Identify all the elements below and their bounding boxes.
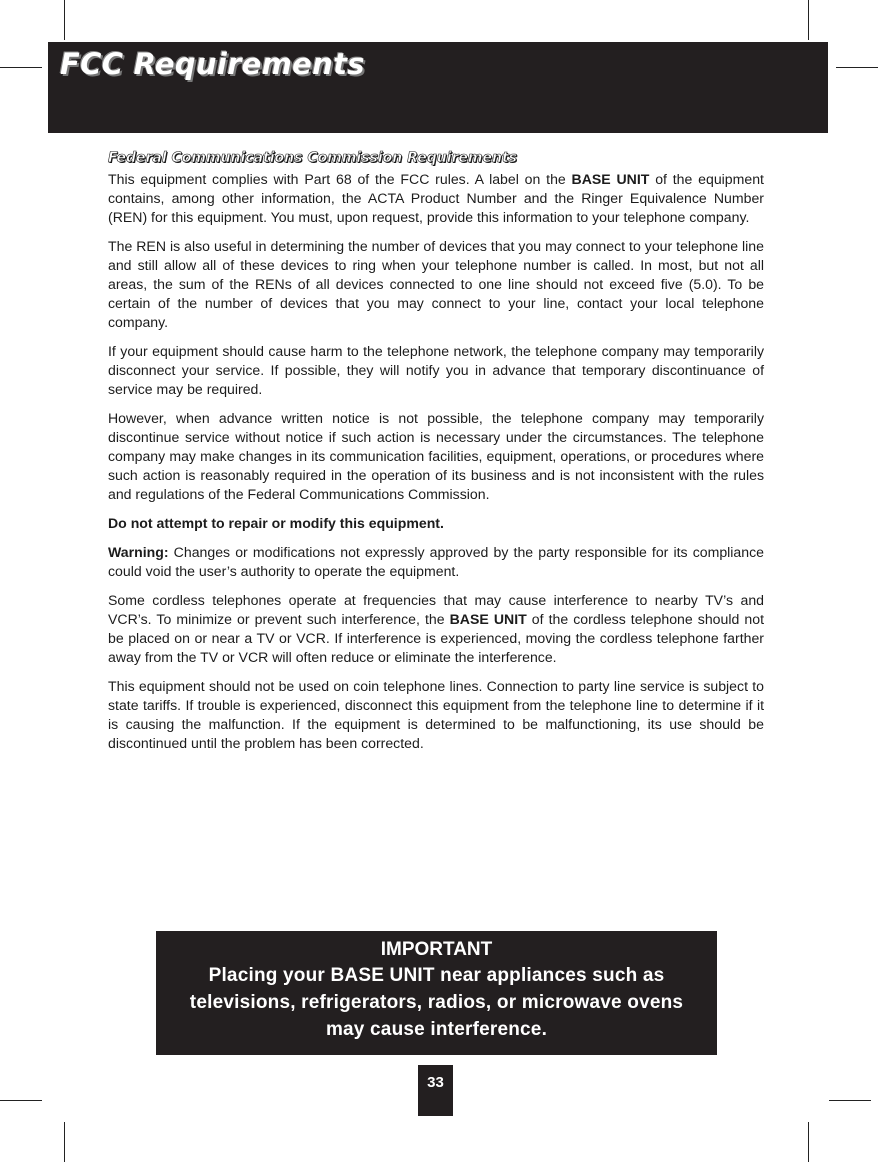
crop-mark-right-top (836, 67, 878, 68)
paragraph-part-68 (108, 170, 764, 227)
paragraph-coin-lines: This equipment should not be used on coin telephone lines. Connection to party line service is subject to state tariffs. If trouble is experienced, disconnect this equipment from the telephone line to determine if it is causing the malfunction. If the equipment is determined to be malfunctioning, its use should be discontinued until the problem has been corrected. (108, 678, 764, 751)
paragraph-ren: The REN is also useful in determining the number of devices that you may connect to your telephone line and still allow all of these devices to ring when your telephone number is called. In most, but not all areas, the sum of the RENs of all devices connected to one line should not exceed five (5.0). To be certain of the number of devices that you may connect to your line, contact your local telephone company. (108, 238, 764, 330)
crop-mark-left-top (0, 67, 42, 68)
paragraph-do-not-repair (108, 514, 764, 533)
crop-mark-right-bottom (829, 1100, 871, 1101)
important-title: IMPORTANT (380, 939, 493, 960)
crop-mark-top-right (808, 0, 809, 40)
paragraph-text: of the equipment contains, among other information, the ACTA Product Number and the Ringer Equivalence Number (REN) for this equipment. You must, upon request, provide this information to your telephone company. (108, 171, 764, 225)
warning-text: Changes or modifications not expressly approved by the party responsible for its compliance could void the user’s authority to operate the equipment. (108, 544, 764, 579)
paragraph-text: Some cordless telephones operate at frequencies that may cause interference to nearby TV’s and VCR’s. To minimize or prevent such interference, the (108, 592, 764, 627)
base-unit-term: BASE UNIT (571, 171, 650, 187)
crop-mark-bottom-left (64, 1122, 65, 1162)
repair-notice: Do not attempt to repair or modify this equipment. (108, 515, 444, 531)
main-content (108, 148, 764, 763)
section-heading: Federal Communications Commission Requirements (108, 150, 517, 166)
important-notice-box (156, 931, 717, 1055)
page-number: 33 (418, 1065, 453, 1116)
important-body: Placing your BASE UNIT near appliances such as televisions, refrigerators, radios, or microwave ovens may cause interference. (189, 965, 684, 1040)
paragraph-warning (108, 543, 764, 581)
base-unit-term: BASE UNIT (449, 611, 527, 627)
page-title: FCC Requirements (60, 47, 365, 81)
paragraph-harm: If your equipment should cause harm to the telephone network, the telephone company may temporarily disconnect your service. If possible, they will notify you in advance that temporary discontinuance of service may be required. (108, 343, 764, 397)
paragraph-text: of the cordless telephone should not be placed on or near a TV or VCR. If interference is experienced, moving the cordless telephone farther away from the TV or VCR will often reduce or eliminate the interference. (108, 611, 764, 665)
paragraph-advance-notice: However, when advance written notice is not possible, the telephone company may temporarily discontinue service without notice if such action is necessary under the circumstances. The telephone company may make changes in its communication facilities, equipment, operations, or procedures where such action is reasonably required in the operation of its business and is not inconsistent with the rules and regulations of the Federal Communications Commission. (108, 410, 764, 502)
crop-mark-left-bottom (0, 1100, 42, 1101)
paragraph-text: This equipment complies with Part 68 of the FCC rules. A label on the (108, 171, 572, 187)
warning-label: Warning: (108, 544, 169, 560)
crop-mark-bottom-right (808, 1122, 809, 1162)
paragraph-interference (108, 591, 764, 667)
crop-mark-top-left (64, 0, 65, 40)
